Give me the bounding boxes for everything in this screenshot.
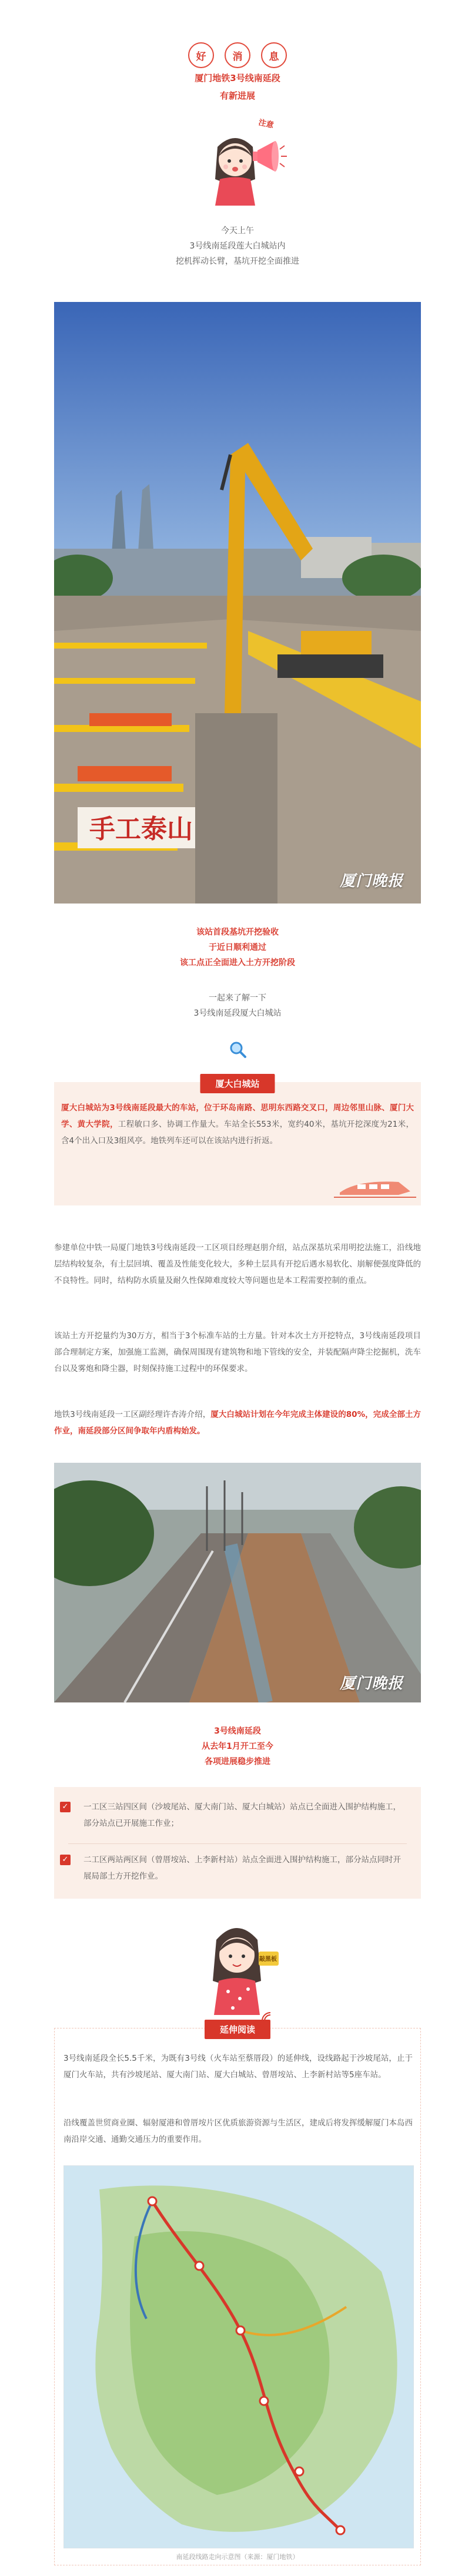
station-intro-text — [61, 1100, 414, 1149]
checklist-item-1 — [54, 1799, 421, 1832]
signal-icon — [261, 2011, 274, 2022]
lead-line-1: 一起来了解一下 — [209, 993, 266, 1003]
intro-text — [0, 223, 475, 269]
train-icon — [334, 1175, 416, 1202]
intro-line-1: 今天上午 — [221, 226, 254, 236]
photo2-watermark: 厦门晚报 — [339, 1675, 403, 1692]
construction-photo-1 — [54, 302, 421, 904]
excavator-site-image — [54, 302, 421, 904]
caption2-line-3: 各项进展稳步推进 — [205, 1757, 270, 1766]
photo2-caption — [0, 1724, 475, 1769]
lead-line-2: 3号线南延段厦大白城站 — [193, 1009, 282, 1018]
caption1-line-2: 于近日顺利通过 — [209, 943, 266, 952]
lead-text — [0, 990, 475, 1021]
body-p3-plain: 地铁3号线南延段一工区副经理许杏涛介绍， — [54, 1410, 211, 1419]
station-intro-highlight: 厦大白城站为3号线南延段最大的车站，位于环岛南路、思明东西路交叉口，周边邻里山脉、厦门大学、黄大学院， — [61, 1103, 414, 1129]
body-paragraph-3 — [54, 1406, 421, 1439]
intro-line-3: 挖机挥动长臂，基坑开挖全面推进 — [176, 257, 299, 266]
map-caption: 南延段线路走向示意图（来源：厦门地铁） — [176, 2553, 299, 2561]
intro-line-2: 3号线南延段莲大白城站内 — [189, 241, 286, 251]
construction-photo-2 — [54, 1463, 421, 1702]
caption2-line-1: 3号线南延段 — [214, 1727, 261, 1736]
body-paragraph-2: 该站土方开挖量约为30万方，相当于3个标准车站的土方量。针对本次土方开挖特点，3号线南延段项目部合理制定方案，加强施工监测，确保周围现有建筑物和地下管线的安全，并装配隔声降尘挖掘机，洗车台以及雾炮和降尘器，时刻保持施工过程中的环保要求。 — [54, 1331, 421, 1373]
badge-1: 好 — [188, 42, 214, 68]
extension-paragraph-1: 3号线南延段全长5.5千米，为既有3号线（火车站至蔡厝段）的延伸线，设线路起于沙坡尾站，止于厦门火车站，共有沙坡尾站、厦大南门站、厦大白城站、曾厝垵站、上李新村站等5座车站。 — [63, 2054, 413, 2080]
body-p3-highlight: 厦大白城站计划在今年完成主体建设的80%，完成全部土方作业，南延段部分区间争取年内盾构始发。 — [54, 1410, 422, 1436]
station-intro-rest: 工程敏口多、协调工作量大。车站全长553米，宽约40米，基坑开挖深度为21米，含4个出入口及3组风亭。地铁列车还可以在该站内进行折返。 — [61, 1120, 414, 1146]
caption2-line-2: 从去年1月开工至今 — [202, 1742, 273, 1751]
check-icon: ✓ — [60, 1802, 71, 1812]
badge-2: 消 — [225, 42, 250, 68]
check-icon: ✓ — [60, 1855, 71, 1865]
headline-line-1: 厦门地铁3号线南延段 — [195, 73, 280, 83]
caption1-line-1: 该站首段基坑开挖验收 — [196, 928, 279, 937]
extension-paragraph-2: 沿线覆盖世贸商业圈、辐射厦港和曾厝垵片区优质旅游资源与生活区，建成后将发挥缓解厦门本岛西南沿岸交通、通勤交通压力的重要作用。 — [63, 2118, 413, 2144]
checklist-item-1-text: 一工区三站四区间（沙坡尾站、厦大南门站、厦大白城站）站点已全面进入围护结构施工，部分站点已开展施工作业； — [83, 1802, 401, 1828]
checklist-divider — [68, 1843, 407, 1844]
photo1-caption — [0, 925, 475, 970]
headline-line-2: 有新进展 — [219, 90, 255, 101]
callout-attention: 注意 — [257, 118, 275, 130]
badge-3: 息 — [261, 42, 287, 68]
caption1-line-3: 该工点正全面进入土方开挖阶段 — [180, 958, 295, 968]
body-paragraph-1: 参建单位中铁一局厦门地铁3号线南延段一工区项目经理赵朋介绍，站点深基坑采用明挖法施工，沿线地层结构较复杂，有土层回填、覆盖及性能变化较大，多种土层具有开挖后遇水易软化、崩解便强度降低的不良特性。同时，结构防水质量及耐久性保障难度较大等问题也是本工程需要控制的重点。 — [54, 1243, 421, 1285]
banner-headline — [0, 69, 475, 105]
girl-sign-illustration — [205, 1916, 281, 2016]
photo1-watermark: 厦门晚报 — [339, 872, 403, 890]
extension-tag: 延伸阅读 — [205, 2020, 270, 2039]
station-tag: 厦大白城站 — [200, 1074, 275, 1093]
magnifier-icon — [229, 1041, 247, 1059]
checklist-item-2-text: 二工区两站两区间（曾厝垵站、上李新村站）站点全面进入围护结构施工，部分站点同时开展局部土方开挖作业。 — [83, 1855, 401, 1881]
site-sign-text: 手工泰山 — [89, 814, 193, 844]
route-map-image — [64, 2166, 413, 2548]
girl-megaphone-illustration — [194, 123, 288, 211]
checklist-item-2 — [54, 1852, 421, 1885]
route-map — [63, 2165, 414, 2548]
banner-badges — [0, 42, 475, 68]
callout-knock-board: 敲黑板 — [259, 1956, 277, 1963]
aerial-site-image — [54, 1463, 421, 1702]
